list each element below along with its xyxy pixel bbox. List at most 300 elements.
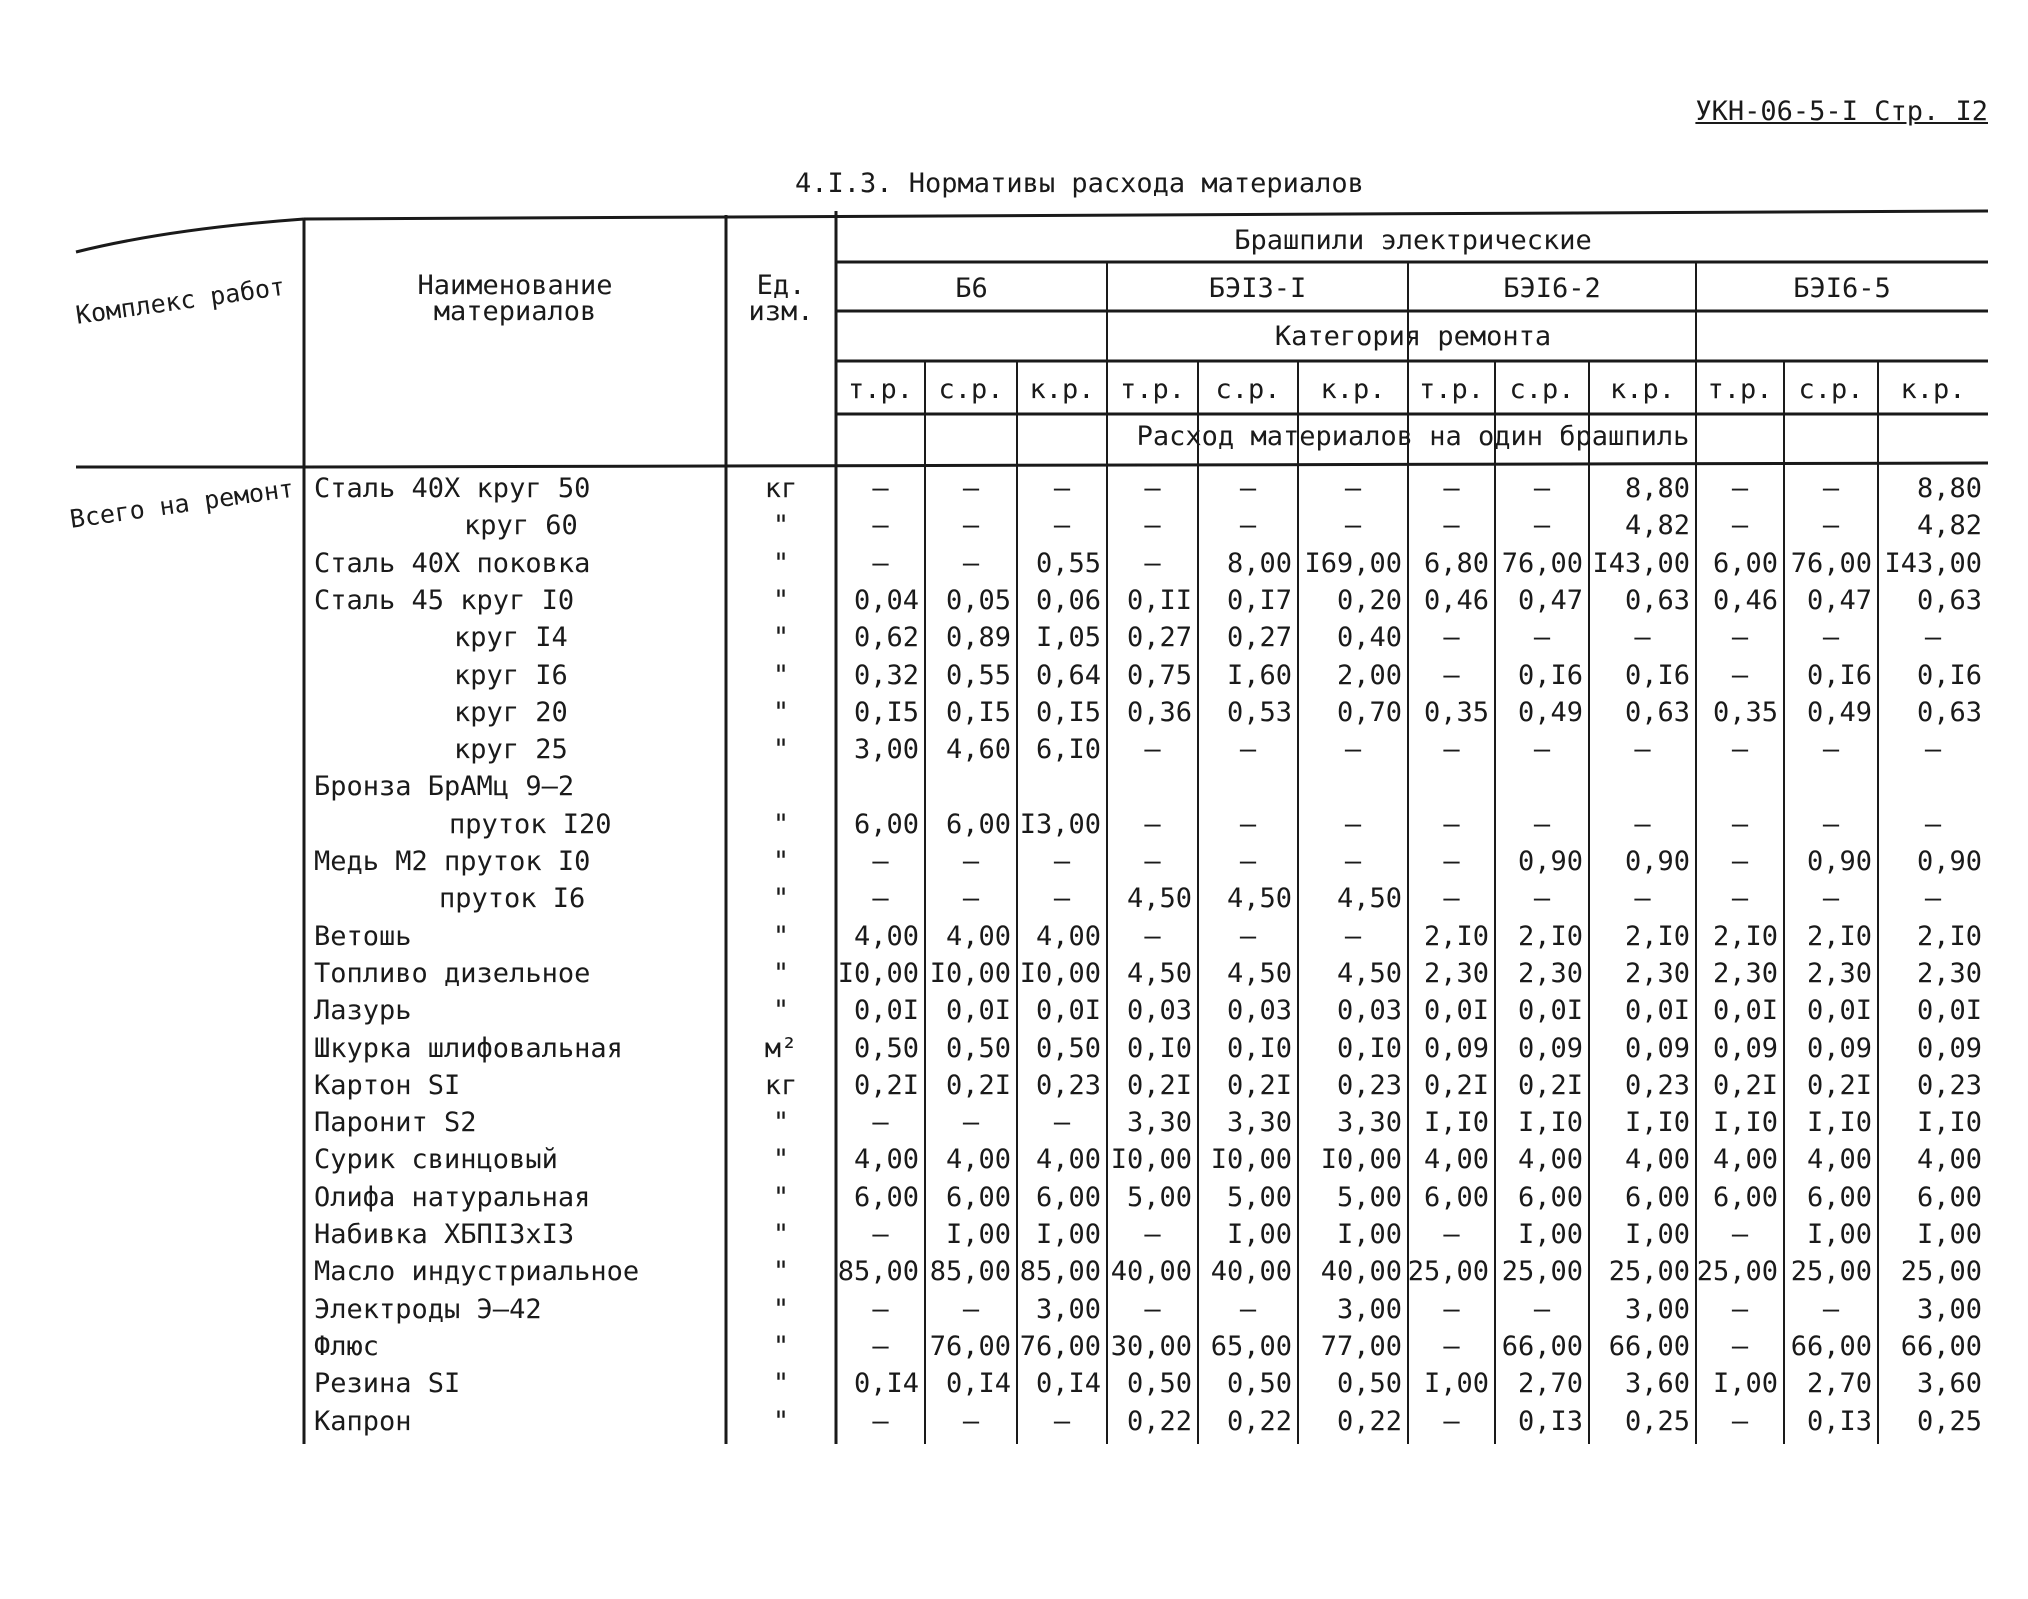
consumption-value: 0,09 bbox=[1916, 1033, 1982, 1064]
consumption-value: 4,00 bbox=[1806, 1144, 1872, 1175]
consumption-value: 4,00 bbox=[1712, 1144, 1778, 1175]
consumption-value: – bbox=[1822, 473, 1840, 504]
consumption-value: – bbox=[1144, 734, 1161, 765]
material-name: круг I4 bbox=[454, 622, 568, 653]
category-header: к.р. bbox=[1609, 374, 1676, 405]
consumption-value: – bbox=[1344, 809, 1362, 840]
category-header: с.р. bbox=[1798, 374, 1864, 405]
consumption-value: 0,35 bbox=[1423, 697, 1489, 728]
consumption-value: I,00 bbox=[1423, 1368, 1489, 1399]
consumption-value: 2,I0 bbox=[1916, 921, 1982, 952]
consumption-value: – bbox=[1344, 734, 1362, 765]
winch-group-header: Брашпили электрические bbox=[1234, 225, 1592, 256]
unit-header: Ед. изм. bbox=[748, 270, 814, 327]
consumption-value: 66,00 bbox=[1608, 1331, 1690, 1362]
consumption-value: 3,00 bbox=[1336, 1294, 1402, 1325]
consumption-value: 85,00 bbox=[929, 1256, 1011, 1287]
consumption-value: 5,00 bbox=[1126, 1182, 1192, 1213]
consumption-value: 0,06 bbox=[1035, 585, 1101, 616]
consumption-value: 0,55 bbox=[1035, 548, 1101, 579]
consumption-value: – bbox=[1731, 734, 1749, 765]
consumption-value: – bbox=[1053, 883, 1071, 914]
consumption-value: – bbox=[1822, 510, 1840, 541]
consumption-value: – bbox=[962, 1406, 980, 1437]
unit-value: " bbox=[772, 1182, 790, 1213]
consumption-value: 0,I0 bbox=[1126, 1033, 1192, 1064]
consumption-value: I0,00 bbox=[837, 958, 919, 989]
consumption-value: 6,I0 bbox=[1035, 734, 1101, 765]
consumption-value: 4,82 bbox=[1624, 510, 1690, 541]
consumption-value: I,00 bbox=[1226, 1219, 1292, 1250]
consumption-value: 76,00 bbox=[1501, 548, 1583, 579]
consumption-value: 0,23 bbox=[1916, 1070, 1982, 1101]
materials-table bbox=[68, 209, 1988, 1449]
consumption-value: 0,63 bbox=[1624, 585, 1690, 616]
consumption-value: 4,50 bbox=[1126, 958, 1192, 989]
consumption-value: – bbox=[1053, 473, 1071, 504]
unit-value: " bbox=[772, 1256, 790, 1287]
consumption-value: 0,47 bbox=[1806, 585, 1872, 616]
consumption-value: 2,70 bbox=[1517, 1368, 1583, 1399]
consumption-value: – bbox=[1443, 883, 1460, 914]
consumption-value: – bbox=[1634, 734, 1651, 765]
unit-value: " bbox=[772, 958, 790, 989]
material-name: Сталь 40Х круг 50 bbox=[314, 473, 591, 504]
consumption-value: 0,I5 bbox=[945, 697, 1011, 728]
consumption-value: I0,00 bbox=[1210, 1144, 1292, 1175]
consumption-value: 0,09 bbox=[1806, 1033, 1872, 1064]
consumption-value: 4,50 bbox=[1126, 883, 1192, 914]
consumption-value: I,I0 bbox=[1423, 1107, 1489, 1138]
consumption-value: – bbox=[1239, 846, 1257, 877]
consumption-value: 66,00 bbox=[1501, 1331, 1583, 1362]
category-header: т.р. bbox=[1707, 374, 1773, 405]
consumption-value: – bbox=[1731, 1331, 1749, 1362]
consumption-value: – bbox=[1144, 809, 1161, 840]
consumption-value: – bbox=[962, 1294, 980, 1325]
consumption-value: – bbox=[1731, 1294, 1749, 1325]
unit-value: " bbox=[772, 697, 790, 728]
consumption-value: – bbox=[1634, 622, 1651, 653]
material-name: Лазурь bbox=[314, 995, 412, 1026]
consumption-value: I,I0 bbox=[1806, 1107, 1872, 1138]
consumption-value: 3,00 bbox=[1624, 1294, 1690, 1325]
consumption-value: 3,00 bbox=[1916, 1294, 1982, 1325]
consumption-value: 0,90 bbox=[1806, 846, 1872, 877]
consumption-value: 3,30 bbox=[1226, 1107, 1292, 1138]
material-name: Сталь 45 круг I0 bbox=[314, 585, 575, 616]
material-name: Бронза БрАМц 9–2 bbox=[314, 771, 575, 802]
material-name: пруток I20 bbox=[449, 809, 612, 840]
material-name: Сурик свинцовый bbox=[314, 1144, 558, 1175]
unit-value: " bbox=[772, 660, 790, 691]
consumption-value: 3,30 bbox=[1126, 1107, 1192, 1138]
category-header: т.р. bbox=[847, 374, 914, 405]
consumption-value: 0,09 bbox=[1517, 1033, 1583, 1064]
consumption-value: 0,03 bbox=[1336, 995, 1402, 1026]
consumption-value: 4,60 bbox=[945, 734, 1011, 765]
consumption-value: I0,00 bbox=[1110, 1144, 1192, 1175]
consumption-value: 6,00 bbox=[1035, 1182, 1101, 1213]
consumption-value: 6,80 bbox=[1423, 548, 1489, 579]
consumption-value: 3,00 bbox=[1035, 1294, 1101, 1325]
consumption-value: I,I0 bbox=[1916, 1107, 1982, 1138]
consumption-value: – bbox=[872, 510, 889, 541]
consumption-value: 25,00 bbox=[1501, 1256, 1583, 1287]
consumption-value: – bbox=[1731, 1219, 1749, 1250]
unit-value: " bbox=[772, 846, 790, 877]
consumption-value: I0,00 bbox=[1320, 1144, 1402, 1175]
unit-value: " bbox=[772, 921, 790, 952]
material-name: пруток I6 bbox=[439, 883, 586, 914]
consumption-value: 4,00 bbox=[1423, 1144, 1489, 1175]
unit-value: " bbox=[772, 622, 790, 653]
consumption-value: 0,90 bbox=[1916, 846, 1982, 877]
consumption-value: 0,50 bbox=[1126, 1368, 1192, 1399]
consumption-value: 6,00 bbox=[945, 809, 1011, 840]
consumption-value: 0,2I bbox=[1806, 1070, 1872, 1101]
consumption-value: – bbox=[1239, 510, 1257, 541]
consumption-value: – bbox=[1533, 473, 1551, 504]
consumption-value: I,00 bbox=[1624, 1219, 1690, 1250]
consumption-value: – bbox=[962, 510, 980, 541]
consumption-value: – bbox=[962, 473, 980, 504]
consumption-value: 0,I4 bbox=[1035, 1368, 1101, 1399]
consumption-value: 0,23 bbox=[1035, 1070, 1101, 1101]
consumption-value: 0,50 bbox=[1035, 1033, 1101, 1064]
consumption-value: 25,00 bbox=[1407, 1256, 1489, 1287]
consumption-value: – bbox=[1731, 1406, 1749, 1437]
consumption-value: – bbox=[1533, 510, 1551, 541]
unit-value: " bbox=[772, 1406, 790, 1437]
consumption-value: 2,70 bbox=[1806, 1368, 1872, 1399]
consumption-value: 0,64 bbox=[1035, 660, 1101, 691]
consumption-value: 0,0I bbox=[1916, 995, 1982, 1026]
consumption-value: 0,50 bbox=[945, 1033, 1011, 1064]
consumption-value: 0,55 bbox=[945, 660, 1011, 691]
unit-value: " bbox=[772, 734, 790, 765]
consumption-value: – bbox=[1822, 809, 1840, 840]
consumption-value: 6,00 bbox=[1806, 1182, 1872, 1213]
consumption-value: 0,63 bbox=[1916, 585, 1982, 616]
material-name-header: Наименование материалов bbox=[417, 270, 613, 327]
unit-value: " bbox=[772, 548, 790, 579]
consumption-value: – bbox=[1924, 734, 1942, 765]
consumption-value: 40,00 bbox=[1320, 1256, 1402, 1287]
consumption-value: 0,I4 bbox=[853, 1368, 919, 1399]
consumption-value: – bbox=[1731, 809, 1749, 840]
consumption-value: I69,00 bbox=[1304, 548, 1402, 579]
consumption-value: 3,60 bbox=[1916, 1368, 1982, 1399]
consumption-value: – bbox=[1731, 660, 1749, 691]
consumption-value: 0,47 bbox=[1517, 585, 1583, 616]
consumption-value: 2,30 bbox=[1423, 958, 1489, 989]
consumption-value: – bbox=[1822, 883, 1840, 914]
consumption-value: – bbox=[1822, 1294, 1840, 1325]
consumption-value: 2,I0 bbox=[1806, 921, 1872, 952]
consumption-value: 0,I5 bbox=[853, 697, 919, 728]
material-name: Топливо дизельное bbox=[314, 958, 591, 989]
consumption-value: 5,00 bbox=[1336, 1182, 1402, 1213]
consumption-value: – bbox=[1239, 921, 1257, 952]
consumption-value: 0,23 bbox=[1336, 1070, 1402, 1101]
consumption-value: – bbox=[1443, 846, 1460, 877]
material-name: круг 20 bbox=[454, 697, 568, 728]
consumption-value: – bbox=[1533, 1294, 1551, 1325]
consumption-value: 6,00 bbox=[1712, 548, 1778, 579]
consumption-value: 0,I3 bbox=[1517, 1406, 1583, 1437]
consumption-value: 0,46 bbox=[1712, 585, 1778, 616]
material-name: круг 25 bbox=[454, 734, 568, 765]
consumption-value: 2,00 bbox=[1336, 660, 1402, 691]
consumption-value: I,60 bbox=[1226, 660, 1292, 691]
consumption-value: 0,I6 bbox=[1916, 660, 1982, 691]
consumption-value: 25,00 bbox=[1696, 1256, 1778, 1287]
consumption-value: 4,00 bbox=[1624, 1144, 1690, 1175]
consumption-value: – bbox=[1443, 1331, 1460, 1362]
consumption-value: – bbox=[962, 846, 980, 877]
unit-value: " bbox=[772, 1144, 790, 1175]
consumption-value: – bbox=[962, 1107, 980, 1138]
consumption-value: 0,0I bbox=[1624, 995, 1690, 1026]
consumption-value: 0,49 bbox=[1517, 697, 1583, 728]
consumption-value: – bbox=[1443, 1219, 1460, 1250]
consumption-value: 0,75 bbox=[1126, 660, 1192, 691]
consumption-value: 2,I0 bbox=[1423, 921, 1489, 952]
consumption-value: 0,2I bbox=[1226, 1070, 1292, 1101]
consumption-value: 0,I0 bbox=[1336, 1033, 1402, 1064]
material-name: Набивка ХБПI3хI3 bbox=[314, 1219, 575, 1250]
consumption-value: 0,46 bbox=[1423, 585, 1489, 616]
consumption-value: – bbox=[872, 1219, 889, 1250]
consumption-value: 2,I0 bbox=[1712, 921, 1778, 952]
unit-value: " bbox=[772, 995, 790, 1026]
consumption-value: 0,50 bbox=[1226, 1368, 1292, 1399]
unit-value: м² bbox=[764, 1033, 798, 1064]
consumption-value: – bbox=[1053, 510, 1071, 541]
consumption-value: – bbox=[1731, 473, 1749, 504]
consumption-value: 0,23 bbox=[1624, 1070, 1690, 1101]
consumption-value: 25,00 bbox=[1900, 1256, 1982, 1287]
consumption-value: – bbox=[1144, 846, 1161, 877]
consumption-value: 25,00 bbox=[1608, 1256, 1690, 1287]
consumption-value: 6,00 bbox=[1423, 1182, 1489, 1213]
unit-value: кг bbox=[764, 1070, 798, 1101]
consumption-value: – bbox=[1731, 883, 1749, 914]
consumption-value: – bbox=[872, 846, 889, 877]
consumption-value: 66,00 bbox=[1790, 1331, 1872, 1362]
consumption-value: 0,63 bbox=[1624, 697, 1690, 728]
consumption-value: 0,2I bbox=[1712, 1070, 1778, 1101]
consumption-value: 0,25 bbox=[1624, 1406, 1690, 1437]
consumption-value: 8,00 bbox=[1226, 548, 1292, 579]
consumption-value: 77,00 bbox=[1320, 1331, 1402, 1362]
consumption-value: 0,0I bbox=[1035, 995, 1101, 1026]
consumption-value: 4,00 bbox=[1035, 921, 1101, 952]
consumption-value: 0,53 bbox=[1226, 697, 1292, 728]
unit-value: " bbox=[772, 1219, 790, 1250]
consumption-value: 30,00 bbox=[1110, 1331, 1192, 1362]
consumption-value: I3,00 bbox=[1019, 809, 1101, 840]
consumption-value: 0,63 bbox=[1916, 697, 1982, 728]
consumption-value: 0,62 bbox=[853, 622, 919, 653]
consumption-value: 0,40 bbox=[1336, 622, 1402, 653]
consumption-value: 0,89 bbox=[945, 622, 1011, 653]
consumption-value: 0,I6 bbox=[1624, 660, 1690, 691]
consumption-value: – bbox=[1731, 846, 1749, 877]
consumption-value: – bbox=[1731, 622, 1749, 653]
consumption-value: – bbox=[872, 1107, 889, 1138]
category-header: к.р. bbox=[1029, 374, 1095, 405]
consumption-value: – bbox=[1443, 473, 1460, 504]
consumption-value: I,00 bbox=[1712, 1368, 1778, 1399]
consumption-value: – bbox=[1144, 510, 1161, 541]
consumption-value: 0,35 bbox=[1712, 697, 1778, 728]
consumption-value: I,00 bbox=[1517, 1219, 1583, 1250]
consumption-value: 3,00 bbox=[853, 734, 919, 765]
consumption-value: 0,0I bbox=[1712, 995, 1778, 1026]
material-name: Сталь 40Х поковка bbox=[314, 548, 591, 579]
consumption-value: – bbox=[1924, 809, 1942, 840]
consumption-value: 0,49 bbox=[1806, 697, 1872, 728]
material-name: Масло индустриальное bbox=[314, 1256, 640, 1287]
material-name: круг 60 bbox=[464, 510, 578, 541]
consumption-value: 0,I5 bbox=[1035, 697, 1101, 728]
material-name: Паронит S2 bbox=[314, 1107, 477, 1138]
consumption-value: – bbox=[1443, 1294, 1460, 1325]
consumption-value: 40,00 bbox=[1210, 1256, 1292, 1287]
consumption-value: – bbox=[1443, 660, 1460, 691]
consumption-value: 0,20 bbox=[1336, 585, 1402, 616]
material-name: круг I6 bbox=[454, 660, 568, 691]
consumption-value: – bbox=[1239, 809, 1257, 840]
material-name: Шкурка шлифовальная bbox=[314, 1033, 623, 1064]
consumption-value: – bbox=[1053, 846, 1071, 877]
consumption-value: 76,00 bbox=[1019, 1331, 1101, 1362]
material-name: Резина SI bbox=[314, 1368, 461, 1399]
unit-value: " bbox=[772, 1107, 790, 1138]
model-header: БЭI6-5 bbox=[1793, 273, 1891, 304]
consumption-value: – bbox=[1239, 1294, 1257, 1325]
consumption-value: I,I0 bbox=[1624, 1107, 1690, 1138]
consumption-value: – bbox=[872, 883, 889, 914]
consumption-value: I,00 bbox=[945, 1219, 1011, 1250]
consumption-value: – bbox=[1634, 883, 1651, 914]
consumption-value: – bbox=[1533, 734, 1551, 765]
consumption-value: 0,09 bbox=[1712, 1033, 1778, 1064]
unit-value: " bbox=[772, 1368, 790, 1399]
consumption-value: 4,50 bbox=[1226, 958, 1292, 989]
consumption-value: 0,32 bbox=[853, 660, 919, 691]
section-title: 4.I.3. Нормативы расхода материалов bbox=[795, 168, 1364, 199]
consumption-value: 2,I0 bbox=[1624, 921, 1690, 952]
consumption-value: – bbox=[1533, 883, 1551, 914]
material-name: Медь М2 пруток I0 bbox=[314, 846, 591, 877]
consumption-value: 0,II bbox=[1126, 585, 1192, 616]
consumption-value: 6,00 bbox=[1916, 1182, 1982, 1213]
material-name: Флюс bbox=[314, 1331, 380, 1362]
category-header: т.р. bbox=[1418, 374, 1485, 405]
category-header: с.р. bbox=[938, 374, 1004, 405]
complex-of-works-header: Комплекс работ bbox=[73, 271, 287, 330]
consumption-value: – bbox=[1344, 510, 1362, 541]
material-name: Капрон bbox=[314, 1406, 412, 1437]
consumption-value: 4,00 bbox=[1916, 1144, 1982, 1175]
consumption-value: 66,00 bbox=[1900, 1331, 1982, 1362]
consumption-header: Расход материалов на один брашпиль bbox=[1136, 421, 1690, 452]
consumption-value: 0,2I bbox=[1517, 1070, 1583, 1101]
consumption-value: 6,00 bbox=[945, 1182, 1011, 1213]
unit-value: " bbox=[772, 1331, 790, 1362]
consumption-value: I0,00 bbox=[929, 958, 1011, 989]
consumption-value: 0,0I bbox=[945, 995, 1011, 1026]
consumption-value: – bbox=[1144, 473, 1161, 504]
consumption-value: 4,00 bbox=[853, 921, 919, 952]
consumption-value: 0,0I bbox=[1806, 995, 1872, 1026]
consumption-value: 4,00 bbox=[1517, 1144, 1583, 1175]
consumption-value: 6,00 bbox=[853, 1182, 919, 1213]
consumption-value: I,I0 bbox=[1517, 1107, 1583, 1138]
consumption-value: – bbox=[1344, 846, 1362, 877]
consumption-value: – bbox=[872, 1331, 889, 1362]
material-name: Олифа натуральная bbox=[314, 1182, 591, 1213]
unit-value: " bbox=[772, 883, 790, 914]
consumption-value: – bbox=[872, 473, 889, 504]
consumption-value: – bbox=[1533, 622, 1551, 653]
consumption-value: 4,50 bbox=[1336, 883, 1402, 914]
consumption-value: 0,I6 bbox=[1806, 660, 1872, 691]
consumption-value: 0,22 bbox=[1336, 1406, 1402, 1437]
unit-value: " bbox=[772, 809, 790, 840]
consumption-value: 3,30 bbox=[1336, 1107, 1402, 1138]
consumption-value: 5,00 bbox=[1226, 1182, 1292, 1213]
consumption-value: 0,22 bbox=[1126, 1406, 1192, 1437]
consumption-value: 0,I6 bbox=[1517, 660, 1583, 691]
consumption-value: 0,0I bbox=[1423, 995, 1489, 1026]
consumption-value: 4,00 bbox=[853, 1144, 919, 1175]
consumption-value: I43,00 bbox=[1592, 548, 1690, 579]
consumption-value: 4,50 bbox=[1226, 883, 1292, 914]
material-name: Картон SI bbox=[314, 1070, 461, 1101]
consumption-value: 0,27 bbox=[1126, 622, 1192, 653]
consumption-value: 25,00 bbox=[1790, 1256, 1872, 1287]
consumption-value: – bbox=[1144, 548, 1161, 579]
consumption-value: – bbox=[872, 1406, 889, 1437]
consumption-value: 4,82 bbox=[1916, 510, 1982, 541]
consumption-value: I0,00 bbox=[1019, 958, 1101, 989]
complex-value: Всего на ремонт bbox=[67, 473, 296, 534]
consumption-value: – bbox=[1822, 622, 1840, 653]
consumption-value: – bbox=[1443, 809, 1460, 840]
consumption-value: – bbox=[962, 883, 980, 914]
consumption-value: 0,0I bbox=[853, 995, 919, 1026]
consumption-value: 2,30 bbox=[1712, 958, 1778, 989]
consumption-value: – bbox=[1443, 510, 1460, 541]
consumption-value: 0,I0 bbox=[1226, 1033, 1292, 1064]
consumption-value: – bbox=[962, 548, 980, 579]
consumption-value: – bbox=[1344, 473, 1362, 504]
consumption-value: 0,05 bbox=[945, 585, 1011, 616]
consumption-value: 4,00 bbox=[945, 1144, 1011, 1175]
consumption-value: 4,00 bbox=[945, 921, 1011, 952]
consumption-value: 0,09 bbox=[1624, 1033, 1690, 1064]
category-header: к.р. bbox=[1320, 374, 1386, 405]
consumption-value: 0,2I bbox=[945, 1070, 1011, 1101]
consumption-value: 0,2I bbox=[853, 1070, 919, 1101]
consumption-value: I,I0 bbox=[1712, 1107, 1778, 1138]
consumption-value: 2,30 bbox=[1624, 958, 1690, 989]
consumption-value: 0,27 bbox=[1226, 622, 1292, 653]
